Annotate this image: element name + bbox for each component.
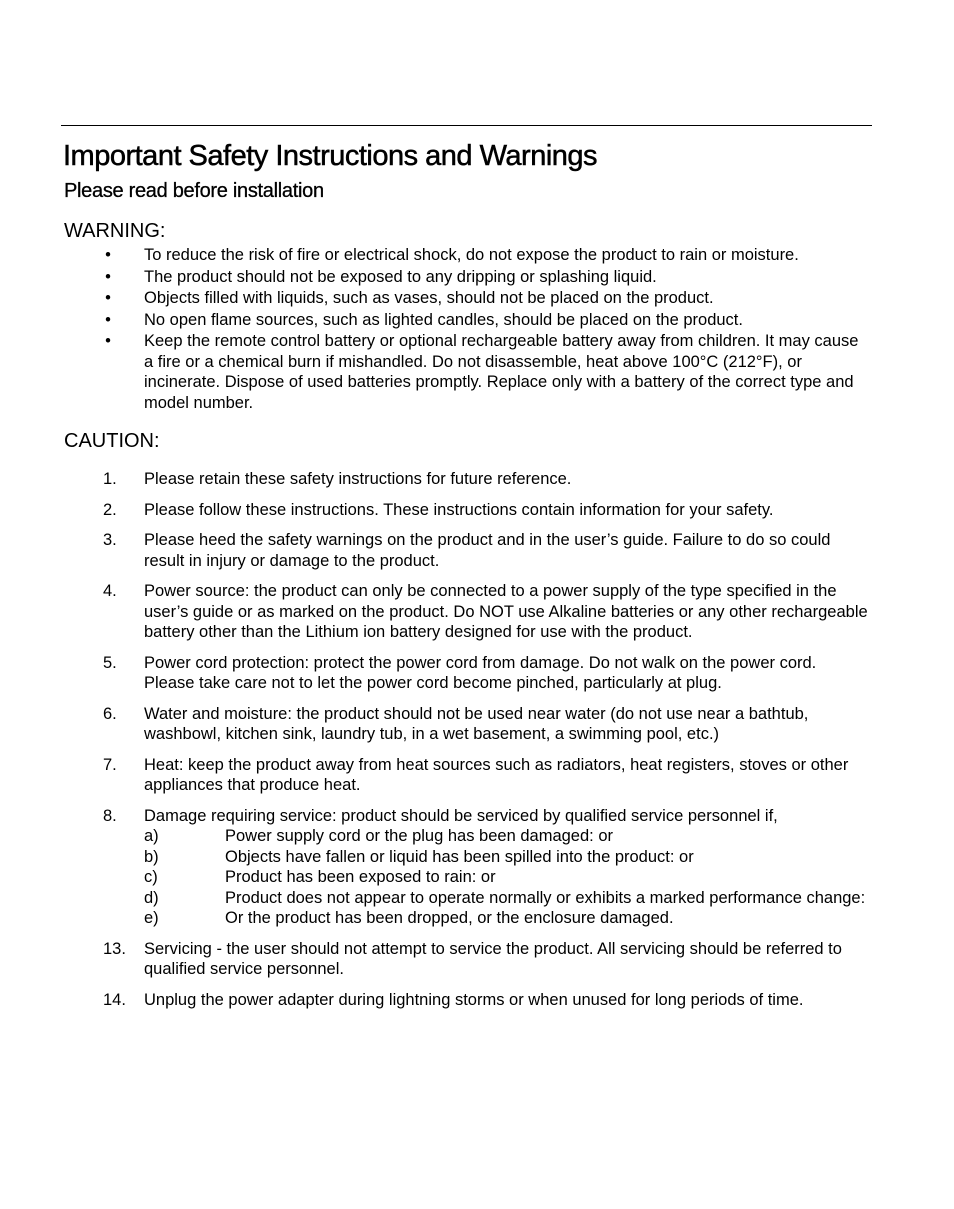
caution-item <box>0 581 870 643</box>
caution-item <box>0 704 870 745</box>
sub-item-letter: b) <box>144 847 159 866</box>
warning-text: To reduce the risk of fire or electrical shock, do not expose the product to rain or moisture. <box>144 246 799 264</box>
item-number: 7. <box>103 755 117 774</box>
sub-list-item <box>144 867 870 888</box>
sub-item-text: Or the product has been dropped, or the enclosure damaged. <box>225 909 674 927</box>
sub-item-text: Power supply cord or the plug has been damaged: or <box>225 827 613 845</box>
damage-sub-list <box>144 826 870 929</box>
caution-item <box>0 500 870 521</box>
warning-item <box>0 288 870 309</box>
caution-text: Power cord protection: protect the power cord from damage. Do not walk on the power cord. Please take care not to let the power cord become pinched, particularly at plug. <box>144 653 817 692</box>
sub-item-text: Product has been exposed to rain: or <box>225 868 496 886</box>
caution-item <box>0 530 870 571</box>
warning-item <box>0 331 870 413</box>
item-number: 8. <box>103 806 117 825</box>
caution-text: Power source: the product can only be connected to a power supply of the type specified in the user’s guide or as marked on the product. Do NOT use Alkaline batteries or any other rechargeable battery other than the Lithium ion battery designed for use with the product. <box>144 582 868 641</box>
sub-list-item <box>144 888 870 909</box>
warning-text: Objects filled with liquids, such as vases, should not be placed on the product. <box>144 289 714 307</box>
caution-list <box>0 469 954 1020</box>
sub-item-text: Product does not appear to operate normally or exhibits a marked performance change: <box>225 888 866 907</box>
caution-text: Heat: keep the product away from heat sources such as radiators, heat registers, stoves or other appliances that produce heat. <box>144 755 849 794</box>
sub-item-letter: a) <box>144 827 159 845</box>
bullet-icon: • <box>105 289 111 307</box>
sub-list-item <box>144 908 870 929</box>
warning-text: Keep the remote control battery or optional rechargeable battery away from children. It may cause a fire or a chemical burn if mishandled. Do not disassemble, heat above 100°C (212°F), or incinerate. Dispose of used batteries promptly. Replace only with a battery of the correct type and model number. <box>144 332 859 412</box>
warning-text: The product should not be exposed to any dripping or splashing liquid. <box>144 267 657 286</box>
caution-text: Damage requiring service: product should be serviced by qualified service personnel if, <box>144 806 778 825</box>
warning-item <box>0 267 870 288</box>
warning-text: No open flame sources, such as lighted candles, should be placed on the product. <box>144 310 743 329</box>
warning-item <box>0 245 870 266</box>
page-subtitle: Please read before installation <box>64 180 324 202</box>
bullet-icon: • <box>105 267 111 286</box>
bullet-icon: • <box>105 246 111 264</box>
sub-item-text: Objects have fallen or liquid has been spilled into the product: or <box>225 847 694 866</box>
item-number: 5. <box>103 653 117 672</box>
caution-item <box>0 469 870 490</box>
page-title: Important Safety Instructions and Warnings <box>63 140 598 172</box>
caution-text: Water and moisture: the product should not be used near water (do not use near a bathtub, washbowl, kitchen sink, laundry tub, in a wet basement, a swimming pool, etc.) <box>144 704 809 743</box>
item-number: 1. <box>103 470 117 488</box>
warning-heading: WARNING: <box>64 220 166 242</box>
caution-item <box>0 806 870 929</box>
caution-heading: CAUTION: <box>64 430 160 452</box>
bullet-icon: • <box>105 310 111 329</box>
sub-item-letter: c) <box>144 868 158 886</box>
header-rule <box>61 125 872 126</box>
sub-list-item <box>144 847 870 868</box>
item-number: 4. <box>103 582 117 600</box>
caution-item <box>0 755 870 796</box>
caution-item <box>0 990 870 1011</box>
item-number: 14. <box>103 990 126 1009</box>
sub-item-letter: d) <box>144 888 159 907</box>
caution-text: Please heed the safety warnings on the product and in the user’s guide. Failure to do so could result in injury or damage to the product. <box>144 531 831 570</box>
caution-text: Servicing - the user should not attempt to service the product. All servicing should be referred to qualified service personnel. <box>144 939 842 978</box>
sub-item-letter: e) <box>144 909 159 927</box>
item-number: 6. <box>103 704 117 723</box>
caution-text: Please retain these safety instructions for future reference. <box>144 470 572 488</box>
caution-item <box>0 939 870 980</box>
caution-text: Please follow these instructions. These instructions contain information for your safety. <box>144 500 774 519</box>
bullet-icon: • <box>105 332 111 350</box>
caution-item <box>0 653 870 694</box>
item-number: 2. <box>103 500 117 519</box>
warning-item <box>0 310 870 331</box>
caution-text: Unplug the power adapter during lightning storms or when unused for long periods of time. <box>144 990 804 1009</box>
sub-list-item <box>144 826 870 847</box>
item-number: 13. <box>103 939 126 958</box>
item-number: 3. <box>103 531 117 549</box>
warning-list <box>0 245 954 414</box>
